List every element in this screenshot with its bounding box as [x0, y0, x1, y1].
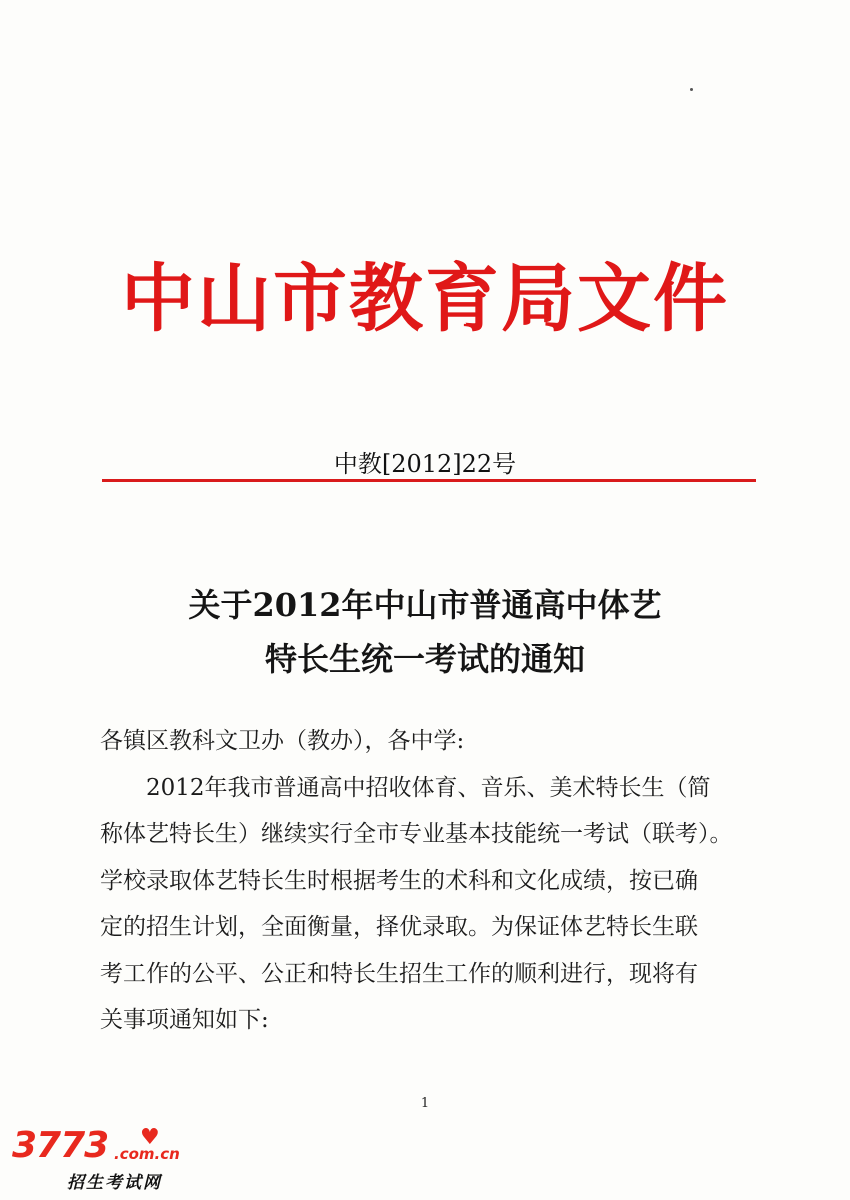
watermark-domain: .com.cn: [114, 1145, 180, 1163]
paragraph-line: 称体艺特长生）继续实行全市专业基本技能统一考试（联考）。: [100, 821, 733, 847]
paragraph-line: 关事项通知如下:: [100, 1007, 269, 1033]
notice-title-line: 特长生统一考试的通知: [264, 640, 585, 678]
red-divider-line: [102, 479, 756, 482]
scan-speck: [690, 88, 693, 91]
notice-title: [0, 578, 850, 686]
paragraph-line: 考工作的公平、公正和特长生招生工作的顺利进行，现将有: [100, 960, 698, 987]
notice-title-line: 关于2012年中山市普通高中体艺: [188, 586, 662, 624]
watermark-subtitle: 招生考试网: [67, 1173, 162, 1193]
paragraph-line: 学校录取体艺特长生时根据考生的术科和文化成绩，按已确: [100, 867, 698, 894]
page-number: 1: [420, 1096, 430, 1111]
paragraph-line: 2012年我市普通高中招收体育、音乐、美术特长生（简: [146, 774, 711, 801]
site-watermark-logo: [12, 1125, 182, 1195]
heart-icon: ♥: [140, 1125, 160, 1150]
paragraph-line: 定的招生计划，全面衡量，择优录取。为保证体艺特长生联: [100, 914, 698, 940]
notice-body: [100, 718, 760, 1044]
document-header-title: 中山市教育局文件: [121, 256, 729, 342]
document-number: 中教[2012]22号: [333, 450, 517, 478]
watermark-number: 3773: [12, 1125, 109, 1166]
salutation: 各镇区教科文卫办（教办），各中学:: [100, 728, 465, 754]
